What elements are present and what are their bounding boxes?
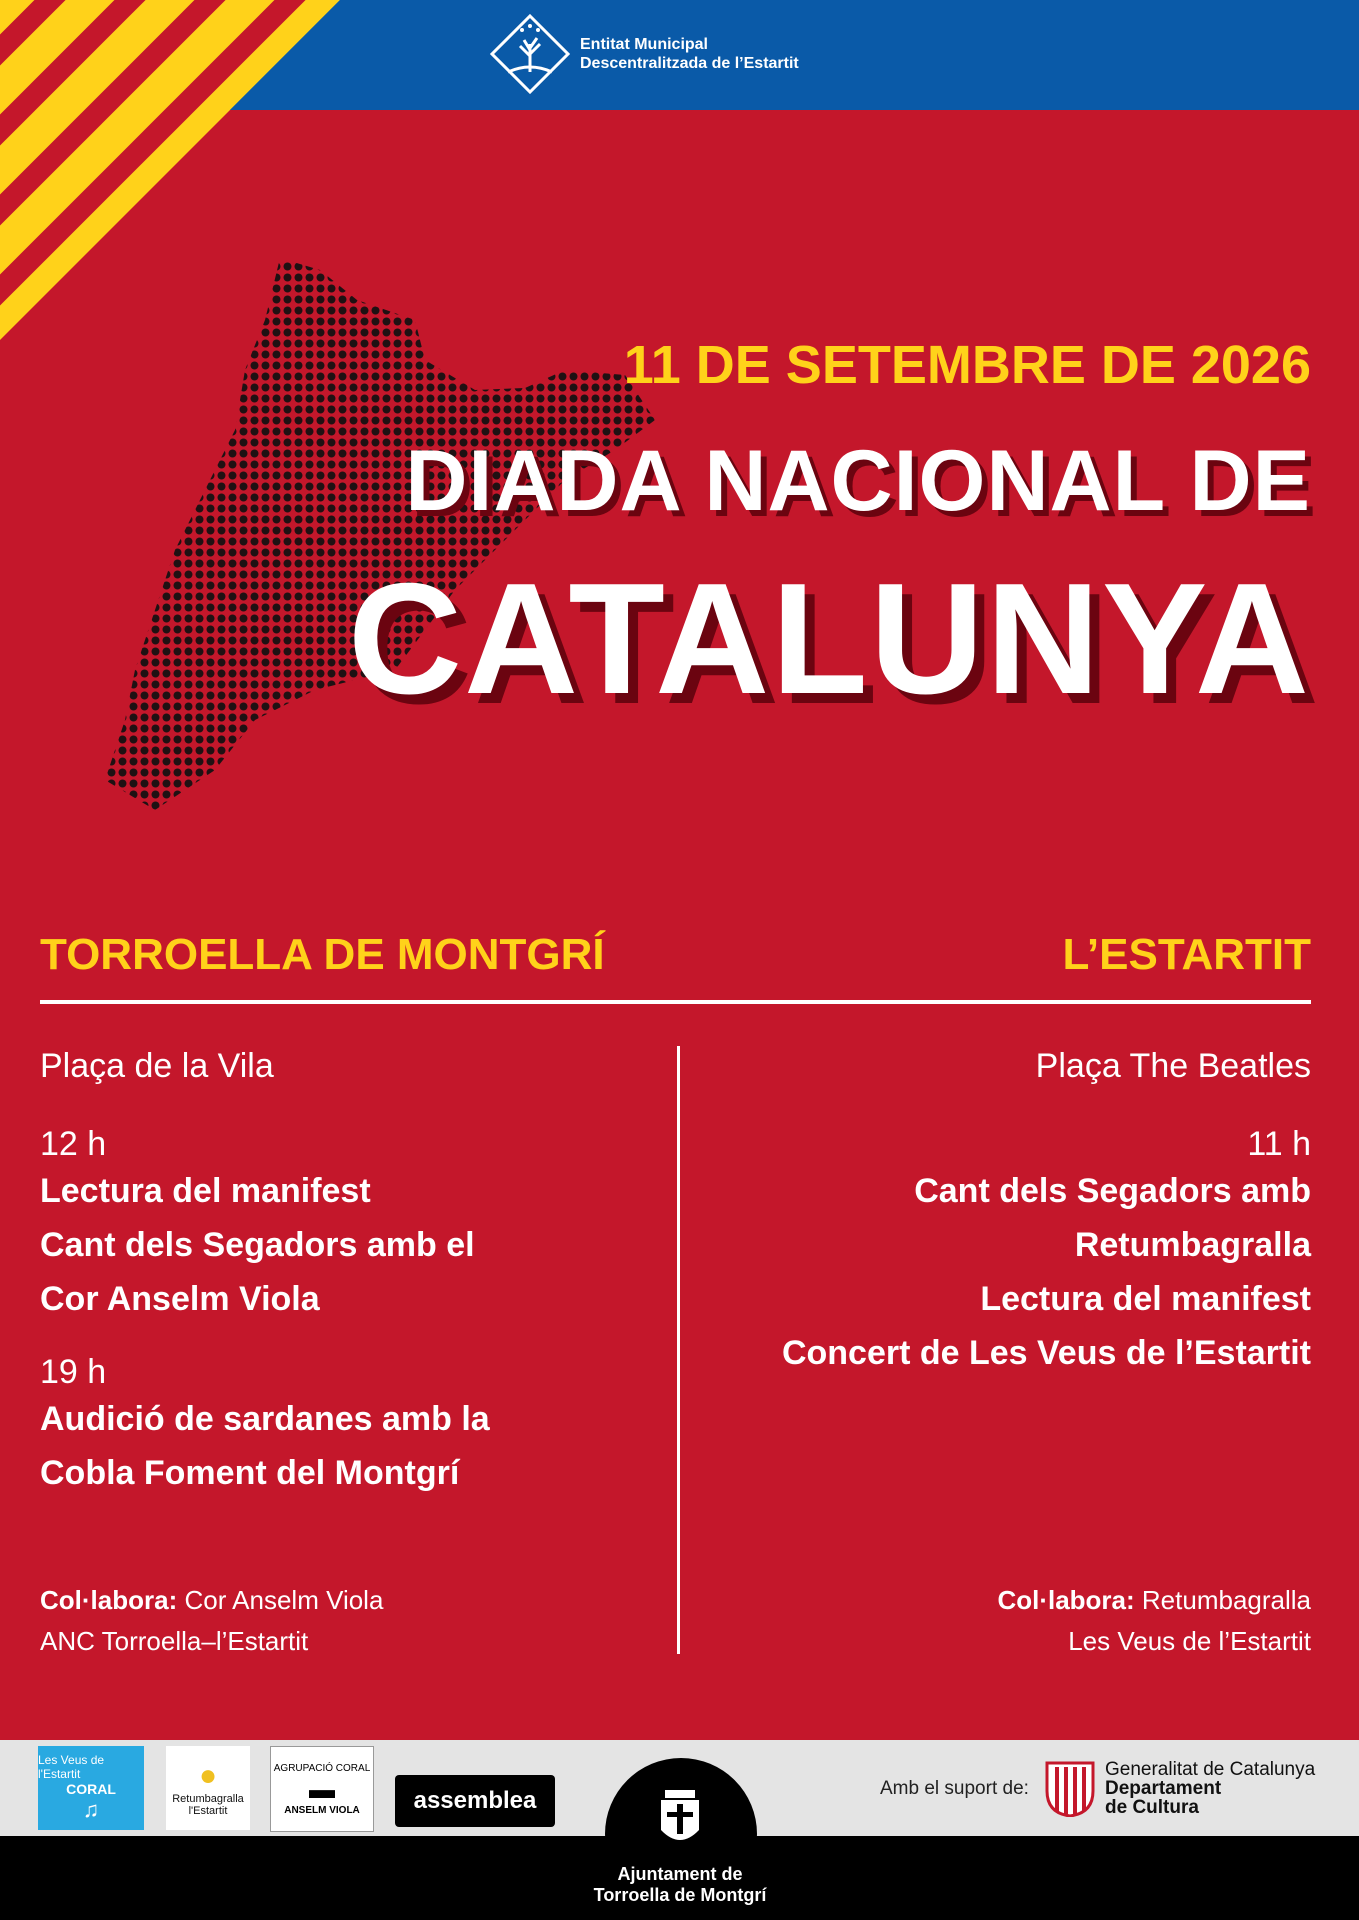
program-item: Audició de sardanes amb la bbox=[40, 1400, 490, 1438]
time-slot: 11 h bbox=[1247, 1125, 1311, 1163]
event-date: 11 DE SETEMBRE DE 2026 bbox=[623, 335, 1311, 395]
logo-retumbagralla bbox=[166, 1746, 250, 1830]
program-item: Concert de Les Veus de l’Estartit bbox=[781, 1334, 1311, 1372]
ajuntament-label bbox=[560, 1864, 800, 1906]
program-torroella bbox=[40, 1046, 640, 1500]
heading-torroella: TORROELLA DE MONTGRÍ bbox=[40, 930, 605, 979]
collab-line-2: ANC Torroella–l’Estartit bbox=[40, 1626, 309, 1656]
program-item: Cant dels Segadors amb el bbox=[40, 1226, 475, 1264]
logo-text: CORAL bbox=[66, 1781, 116, 1797]
collab-value: Retumbagralla bbox=[1141, 1585, 1311, 1615]
ajuntament-line-1: Ajuntament de bbox=[617, 1864, 743, 1884]
header-line-2: Descentralitzada de l’Estartit bbox=[580, 55, 799, 72]
logo-assemblea: assemblea bbox=[395, 1775, 555, 1827]
collab-label: Col·labora: bbox=[997, 1585, 1135, 1615]
gencat-line-2: Departament bbox=[1105, 1778, 1222, 1799]
divider-vertical bbox=[677, 1046, 680, 1654]
venue-torroella: Plaça de la Vila bbox=[40, 1047, 274, 1085]
collab-torroella bbox=[40, 1580, 383, 1662]
logo-text: AGRUPACIÓ CORAL bbox=[273, 1762, 371, 1774]
program-item: Cor Anselm Viola bbox=[40, 1280, 320, 1318]
title-line-1: DIADA NACIONAL DE bbox=[405, 433, 1311, 529]
sun-icon: ● bbox=[198, 1759, 218, 1792]
header-logo bbox=[490, 14, 799, 94]
program-item: Cant dels Segadors amb bbox=[914, 1172, 1311, 1210]
collab-value: Cor Anselm Viola bbox=[184, 1585, 384, 1615]
gencat-line-1: Generalitat de Catalunya bbox=[1105, 1759, 1316, 1780]
support-label: Amb el suport de: bbox=[880, 1778, 1029, 1799]
emd-emblem-icon bbox=[490, 14, 570, 94]
header-title bbox=[580, 35, 799, 73]
venue-estartit: Plaça The Beatles bbox=[1035, 1047, 1311, 1085]
generalitat-icon bbox=[1045, 1761, 1095, 1817]
heading-estartit: L’ESTARTIT bbox=[1062, 930, 1311, 979]
program-item: Retumbagralla bbox=[1074, 1226, 1311, 1264]
time-slot: 19 h bbox=[40, 1353, 107, 1391]
gencat-line-3: de Cultura bbox=[1105, 1797, 1199, 1818]
header-line-1: Entitat Municipal bbox=[580, 36, 708, 53]
music-note-icon: ♫ bbox=[82, 1797, 100, 1822]
logo-les-veus-coral bbox=[38, 1746, 144, 1830]
divider-horizontal bbox=[40, 1000, 1311, 1004]
program-estartit bbox=[711, 1046, 1311, 1380]
ajuntament-line-2: Torroella de Montgrí bbox=[593, 1885, 767, 1905]
title-line-2: CATALUNYA bbox=[347, 551, 1311, 727]
program-item: Cobla Foment del Montgrí bbox=[40, 1454, 460, 1492]
logo-text: ANSELM VIOLA bbox=[284, 1804, 360, 1816]
logo-agrupacio-coral bbox=[270, 1746, 374, 1832]
mountain-icon: ▬ bbox=[309, 1773, 335, 1804]
collab-estartit bbox=[997, 1580, 1311, 1662]
collab-line-2: Les Veus de l’Estartit bbox=[1068, 1626, 1311, 1656]
program-item: Lectura del manifest bbox=[980, 1280, 1311, 1318]
time-slot: 12 h bbox=[40, 1125, 107, 1163]
logo-text: Retumbagralla l'Estartit bbox=[172, 1793, 244, 1817]
logo-text: Les Veus de l'Estartit bbox=[38, 1753, 105, 1781]
collab-label: Col·labora: bbox=[40, 1585, 178, 1615]
ajuntament-shield-icon bbox=[655, 1782, 705, 1852]
logo-generalitat bbox=[1045, 1760, 1315, 1817]
program-item: Lectura del manifest bbox=[40, 1172, 371, 1210]
